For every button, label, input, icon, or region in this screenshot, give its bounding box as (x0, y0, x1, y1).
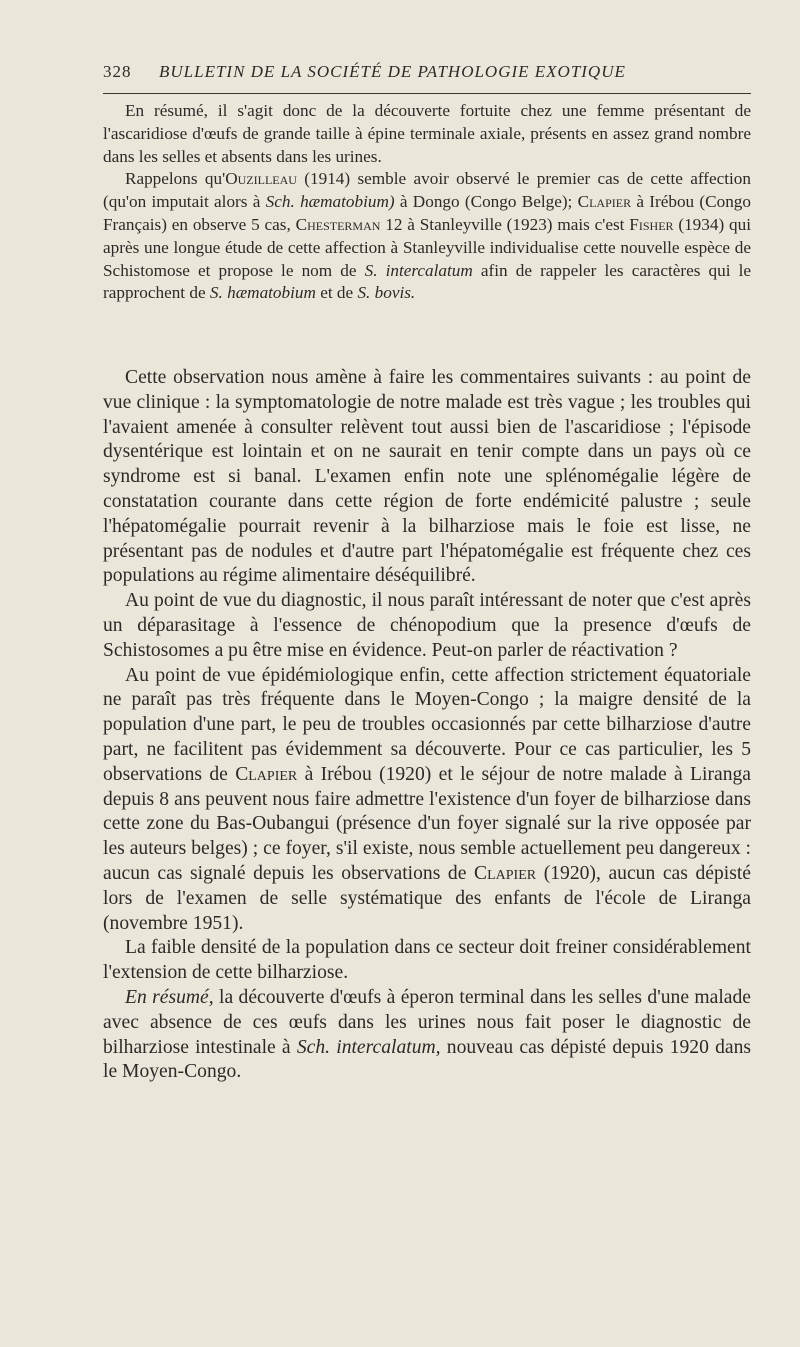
paragraph-epidemiology (103, 664, 751, 937)
paragraph-density: La faible densité de la population dans ce secteur doit freiner considérablement l'extension de cette bilharziose. (103, 937, 751, 984)
text-run: nouveau cas dépisté depuis 1920 dans le Moyen-Congo. (103, 1036, 752, 1083)
species-name: S. intercalatum (364, 260, 473, 280)
paragraph-summary-case: En résumé, il s'agit donc de la découverte fortuite chez une femme présentant de l'ascaridiose d'œufs de grande taille à épine terminale axiale, présents en assez grand nombre dans les selles et absents dans les urines. (103, 101, 751, 166)
page-header (103, 62, 753, 82)
paragraph-conclusion (103, 986, 751, 1085)
author-name: Chesterman (295, 214, 381, 234)
species-name: Sch. hæmatobium) (265, 192, 395, 212)
main-text-section (103, 366, 751, 1085)
text-run: Rappelons qu' (125, 169, 226, 189)
text-run: (1914) semble avoir observé le premier cas de cette affection (qu'on imputait alors à (103, 169, 751, 212)
author-name: Fisher (629, 214, 674, 234)
text-run: 12 à Stanleyville (1923) mais c'est (380, 214, 630, 234)
conclusion-lead: En résumé, (125, 986, 214, 1008)
small-print-section (103, 100, 751, 305)
text-run: (1920), aucun cas dépisté lors de l'examen de selle systématique des enfants de l'école de Liranga (novembre 1951). (103, 862, 751, 934)
species-name: Sch. intercalatum, (296, 1036, 441, 1058)
text-run: à Dongo (Congo Belge); (394, 192, 578, 212)
author-name: Clapier (474, 862, 537, 884)
paragraph-history (103, 168, 751, 305)
text-run: afin de rappeler les caractères qui le rapprochent de (103, 260, 751, 303)
paragraph-diagnostic: Au point de vue du diagnostic, il nous paraît intéressant de noter que c'est après un déparasitage à l'essence de chénopodium que la presence d'œufs de Schistosomes a pu être mise en évidence. Peut-on parler de réactivation ? (103, 590, 751, 661)
header-rule (103, 93, 751, 94)
text-run: à Irébou (1920) et le séjour de notre malade à Liranga depuis 8 ans peuvent nous faire admettre l'existence d'un foyer de bilharziose dans cette zone du Bas-Oubangui (présence d'un foyer signalé sur la rive opposée par les auteurs belges) ; ce foyer, s'il existe, nous semble actuellement peu dangereux : aucun cas signalé depuis les observations de (103, 763, 751, 884)
author-name: Clapier (235, 763, 298, 785)
text-run: la découverte d'œufs à éperon terminal dans les selles d'une malade avec absence de ces œufs dans les urines nous fait poser le diagnostic de bilharziose intestinale à (103, 986, 751, 1058)
author-name: Ouzilleau (225, 169, 297, 189)
text-run: (1934) qui après une longue étude de cette affection à Stanleyville individualise cette nouvelle espèce de Schistomose et propose le nom de (103, 214, 751, 280)
running-title: BULLETIN DE LA SOCIÉTÉ DE PATHOLOGIE EXOTIQUE (159, 62, 626, 81)
species-name: S. bovis. (357, 283, 416, 303)
text-run: à Irébou (Congo Français) en observe 5 cas, (103, 192, 751, 234)
author-name: Clapier (577, 192, 632, 212)
paragraph-clinical: Cette observation nous amène à faire les commentaires suivants : au point de vue clinique : la symptomatologie de notre malade est très vague ; les troubles qui l'avaient amenée à consulter relèvent tout aussi bien de l'ascaridiose ; l'épisode dysentérique est lointain et on ne saurait en tenir compte dans un pays où ce syndrome est si banal. L'examen enfin note une splénomégalie légère de constatation courante dans cette région de forte endémicité palustre ; seule l'hépatomégalie pourrait revenir à la bilharziose mais le foie est lisse, ne présentant pas de nodules et d'autre part l'hépatomégalie est fréquente chez ces populations au régime alimentaire déséquilibré. (103, 367, 751, 587)
page-number: 328 (103, 62, 132, 81)
species-name: S. hæmatobium (209, 283, 316, 303)
text-run: Au point de vue épidémiologique enfin, cette affection strictement équatoriale ne paraît pas très fréquente dans le Moyen-Congo ; la maigre densité de la population d'une part, le peu de troubles occasionnés par cette bilharziose d'autre part, ne facilitent pas évidemment sa découverte. Pour ce cas particulier, les 5 observations de (103, 664, 751, 785)
text-run: et de (315, 283, 358, 303)
